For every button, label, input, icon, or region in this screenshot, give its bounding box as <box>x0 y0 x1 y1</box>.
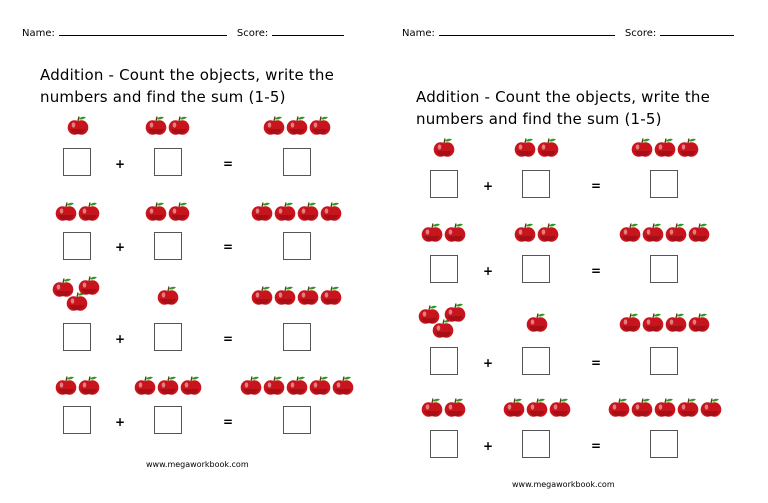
apple-icon <box>157 375 179 396</box>
apple-icon <box>537 222 559 243</box>
apple-icon <box>145 201 167 222</box>
apple-icon <box>55 201 77 222</box>
apple-icon <box>263 375 285 396</box>
apple-icon <box>332 375 354 396</box>
apple-icon <box>654 397 676 418</box>
apple-icon <box>700 397 722 418</box>
worksheet-title <box>40 64 334 108</box>
name-field[interactable] <box>439 26 615 36</box>
apple-icon <box>688 312 710 333</box>
apple-icon <box>251 285 273 306</box>
apple-icon <box>320 285 342 306</box>
worksheet-title <box>416 86 710 130</box>
addend-1-answer-box[interactable] <box>63 232 91 260</box>
apple-icon <box>444 397 466 418</box>
apple-icon <box>619 312 641 333</box>
sum-answer-box[interactable] <box>650 347 678 375</box>
apple-icon <box>526 312 548 333</box>
plus-sign: + <box>114 332 126 346</box>
apple-icon <box>421 397 443 418</box>
header-fields <box>402 26 734 39</box>
plus-sign: + <box>114 415 126 429</box>
apple-icon <box>297 201 319 222</box>
equals-sign: = <box>590 439 602 453</box>
equals-sign: = <box>590 264 602 278</box>
apple-icon <box>286 375 308 396</box>
apple-icon <box>631 397 653 418</box>
header-fields <box>22 26 344 39</box>
apple-icon <box>444 222 466 243</box>
equals-sign: = <box>590 356 602 370</box>
sum-answer-box[interactable] <box>283 232 311 260</box>
apple-icon <box>665 222 687 243</box>
apple-icon <box>240 375 262 396</box>
name-label: Name: <box>402 28 435 39</box>
apple-icon <box>514 137 536 158</box>
apple-icon <box>677 137 699 158</box>
apple-icon <box>67 115 89 136</box>
apple-icon <box>526 397 548 418</box>
addend-1-answer-box[interactable] <box>63 148 91 176</box>
worksheet-right <box>384 0 768 503</box>
apple-icon <box>514 222 536 243</box>
apple-icon <box>677 397 699 418</box>
apple-icon <box>78 275 100 296</box>
plus-sign: + <box>482 439 494 453</box>
apple-icon <box>168 115 190 136</box>
title-line-1: Addition - Count the objects, write the <box>40 66 335 84</box>
addend-1-answer-box[interactable] <box>430 170 458 198</box>
addend-2-answer-box[interactable] <box>154 232 182 260</box>
addend-2-answer-box[interactable] <box>522 430 550 458</box>
title-line-2: numbers and find the sum (1-5) <box>40 88 286 106</box>
plus-sign: + <box>114 240 126 254</box>
apple-icon <box>421 222 443 243</box>
equals-sign: = <box>222 415 234 429</box>
addend-1-answer-box[interactable] <box>63 323 91 351</box>
apple-icon <box>78 201 100 222</box>
apple-icon <box>642 222 664 243</box>
name-label: Name: <box>22 28 55 39</box>
sum-answer-box[interactable] <box>650 430 678 458</box>
apple-icon <box>503 397 525 418</box>
equals-sign: = <box>222 240 234 254</box>
apple-icon <box>157 285 179 306</box>
addend-1-answer-box[interactable] <box>430 430 458 458</box>
sum-answer-box[interactable] <box>283 148 311 176</box>
name-field[interactable] <box>59 26 227 36</box>
apple-icon <box>654 137 676 158</box>
apple-icon <box>665 312 687 333</box>
apple-icon <box>320 201 342 222</box>
score-label: Score: <box>236 28 269 39</box>
addend-2-answer-box[interactable] <box>154 406 182 434</box>
apple-icon <box>168 201 190 222</box>
sum-answer-box[interactable] <box>650 170 678 198</box>
addend-2-answer-box[interactable] <box>522 170 550 198</box>
apple-icon <box>274 201 296 222</box>
apple-icon <box>274 285 296 306</box>
addend-2-answer-box[interactable] <box>522 255 550 283</box>
apple-icon <box>309 375 331 396</box>
apple-icon <box>180 375 202 396</box>
apple-icon <box>263 115 285 136</box>
apple-icon <box>688 222 710 243</box>
plus-sign: + <box>482 264 494 278</box>
addend-1-answer-box[interactable] <box>430 347 458 375</box>
footer-url: www.megaworkbook.com <box>146 460 249 469</box>
sum-answer-box[interactable] <box>650 255 678 283</box>
footer-url: www.megaworkbook.com <box>512 480 615 489</box>
plus-sign: + <box>482 356 494 370</box>
apple-icon <box>433 137 455 158</box>
plus-sign: + <box>114 157 126 171</box>
addend-1-answer-box[interactable] <box>63 406 91 434</box>
apple-icon <box>297 285 319 306</box>
apple-icon <box>608 397 630 418</box>
title-line-1: Addition - Count the objects, write the <box>416 88 711 106</box>
title-line-2: numbers and find the sum (1-5) <box>416 110 662 128</box>
apple-icon <box>309 115 331 136</box>
apple-icon <box>537 137 559 158</box>
addend-2-answer-box[interactable] <box>154 148 182 176</box>
apple-icon <box>251 201 273 222</box>
score-field[interactable] <box>660 26 734 36</box>
apple-icon <box>444 302 466 323</box>
addend-1-answer-box[interactable] <box>430 255 458 283</box>
addend-2-answer-box[interactable] <box>154 323 182 351</box>
apple-icon <box>134 375 156 396</box>
apple-icon <box>631 137 653 158</box>
score-label: Score: <box>624 28 657 39</box>
sum-answer-box[interactable] <box>283 323 311 351</box>
plus-sign: + <box>482 179 494 193</box>
sum-answer-box[interactable] <box>283 406 311 434</box>
equals-sign: = <box>222 157 234 171</box>
apple-icon <box>78 375 100 396</box>
equals-sign: = <box>222 332 234 346</box>
apple-icon <box>619 222 641 243</box>
apple-icon <box>286 115 308 136</box>
apple-icon <box>55 375 77 396</box>
addend-2-answer-box[interactable] <box>522 347 550 375</box>
apple-icon <box>549 397 571 418</box>
equals-sign: = <box>590 179 602 193</box>
score-field[interactable] <box>272 26 344 36</box>
apple-icon <box>642 312 664 333</box>
apple-icon <box>145 115 167 136</box>
